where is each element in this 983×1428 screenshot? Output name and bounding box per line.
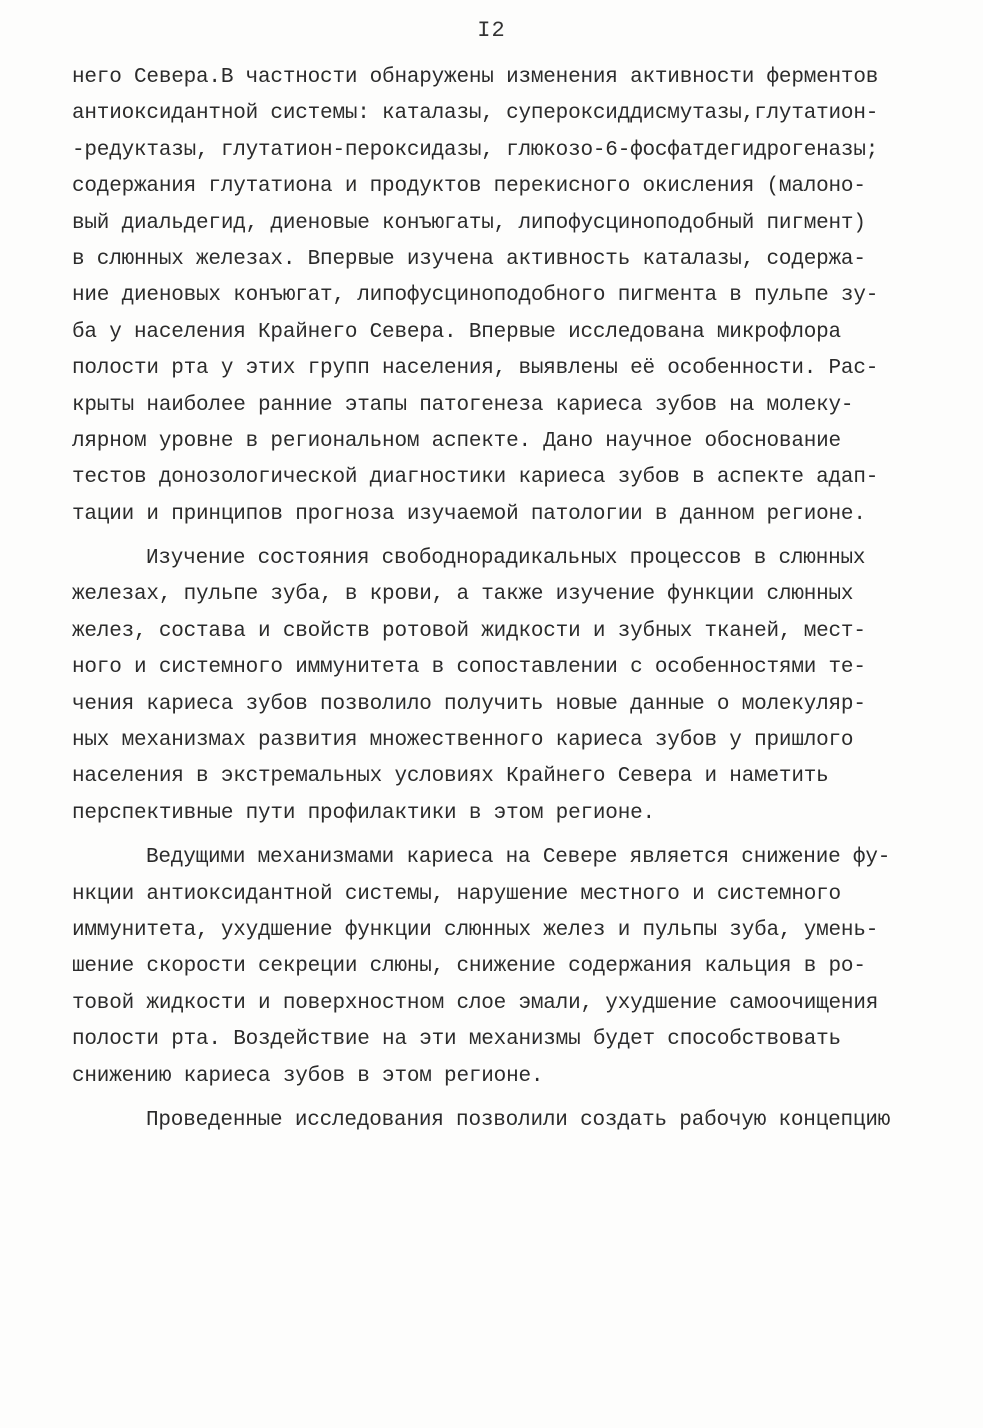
text-line: Изучение состояния свободнорадикальных процессов в слюнных: [146, 547, 866, 571]
text-line: лярном уровне в региональном аспекте. Дано научное обоснование: [72, 429, 841, 453]
body-text: [72, 60, 932, 1139]
text-line: Ведущими механизмами кариеса на Севере является снижение фу-: [146, 846, 891, 870]
text-line: ных механизмах развития множественного кариеса зубов у пришлого: [72, 729, 854, 753]
text-line: содержания глутатиона и продуктов перекисного окисления (малоно-: [72, 175, 866, 199]
text-line: тации и принципов прогноза изучаемой патологии в данном регионе.: [72, 502, 866, 526]
text-line: него Севера.В частности обнаружены изменения активности ферментов: [72, 66, 879, 89]
text-line: Проведенные исследования позволили создать рабочую концепцию: [146, 1108, 891, 1132]
text-line: шение скорости секреции слюны, снижение содержания кальция в ро-: [72, 955, 866, 979]
text-line: крыты наиболее ранние этапы патогенеза кариеса зубов на молеку-: [72, 393, 854, 417]
text-line: полости рта. Воздействие на эти механизмы будет способствовать: [72, 1028, 841, 1052]
text-line: перспективные пути профилактики в этом регионе.: [72, 801, 655, 825]
paragraph: [72, 60, 932, 533]
paragraph: [72, 1103, 932, 1139]
text-line: в слюнных железах. Впервые изучена активность каталазы, содержа-: [72, 247, 866, 271]
text-line: тестов донозологической диагностики кариеса зубов в аспекте адап-: [72, 466, 879, 490]
text-line: снижению кариеса зубов в этом регионе.: [72, 1064, 544, 1088]
text-line: населения в экстремальных условиях Крайнего Севера и наметить: [72, 765, 829, 789]
text-line: ние диеновых конъюгат, липофусциноподобного пигмента в пульпе зу-: [72, 284, 879, 308]
text-line: ного и системного иммунитета в сопоставлении с особенностями те-: [72, 656, 866, 680]
text-line: чения кариеса зубов позволило получить новые данные о молекуляр-: [72, 692, 866, 716]
paragraph: [72, 541, 932, 832]
text-line: полости рта у этих групп населения, выявлены её особенности. Рас-: [72, 357, 879, 381]
text-line: нкции антиоксидантной системы, нарушение местного и системного: [72, 882, 841, 906]
text-line: иммунитета, ухудшение функции слюнных желез и пульпы зуба, умень-: [72, 918, 879, 942]
text-line: вый диальдегид, диеновые конъюгаты, липофусциноподобный пигмент): [72, 211, 866, 235]
text-line: -редуктазы, глутатион-пероксидазы, глюкозо-6-фосфатдегидрогеназы;: [72, 138, 879, 162]
text-line: желез, состава и свойств ротовой жидкости и зубных тканей, мест-: [72, 619, 866, 643]
page-number: I2: [477, 18, 506, 43]
text-line: товой жидкости и поверхностном слое эмали, ухудшение самоочищения: [72, 991, 879, 1015]
paragraph: [72, 840, 932, 1095]
text-line: антиоксидантной системы: каталазы, супероксиддисмутазы,глутатион-: [72, 102, 879, 126]
text-line: ба у населения Крайнего Севера. Впервые исследована микрофлора: [72, 320, 841, 344]
text-line: железах, пульпе зуба, в крови, а также изучение функции слюнных: [72, 583, 854, 607]
